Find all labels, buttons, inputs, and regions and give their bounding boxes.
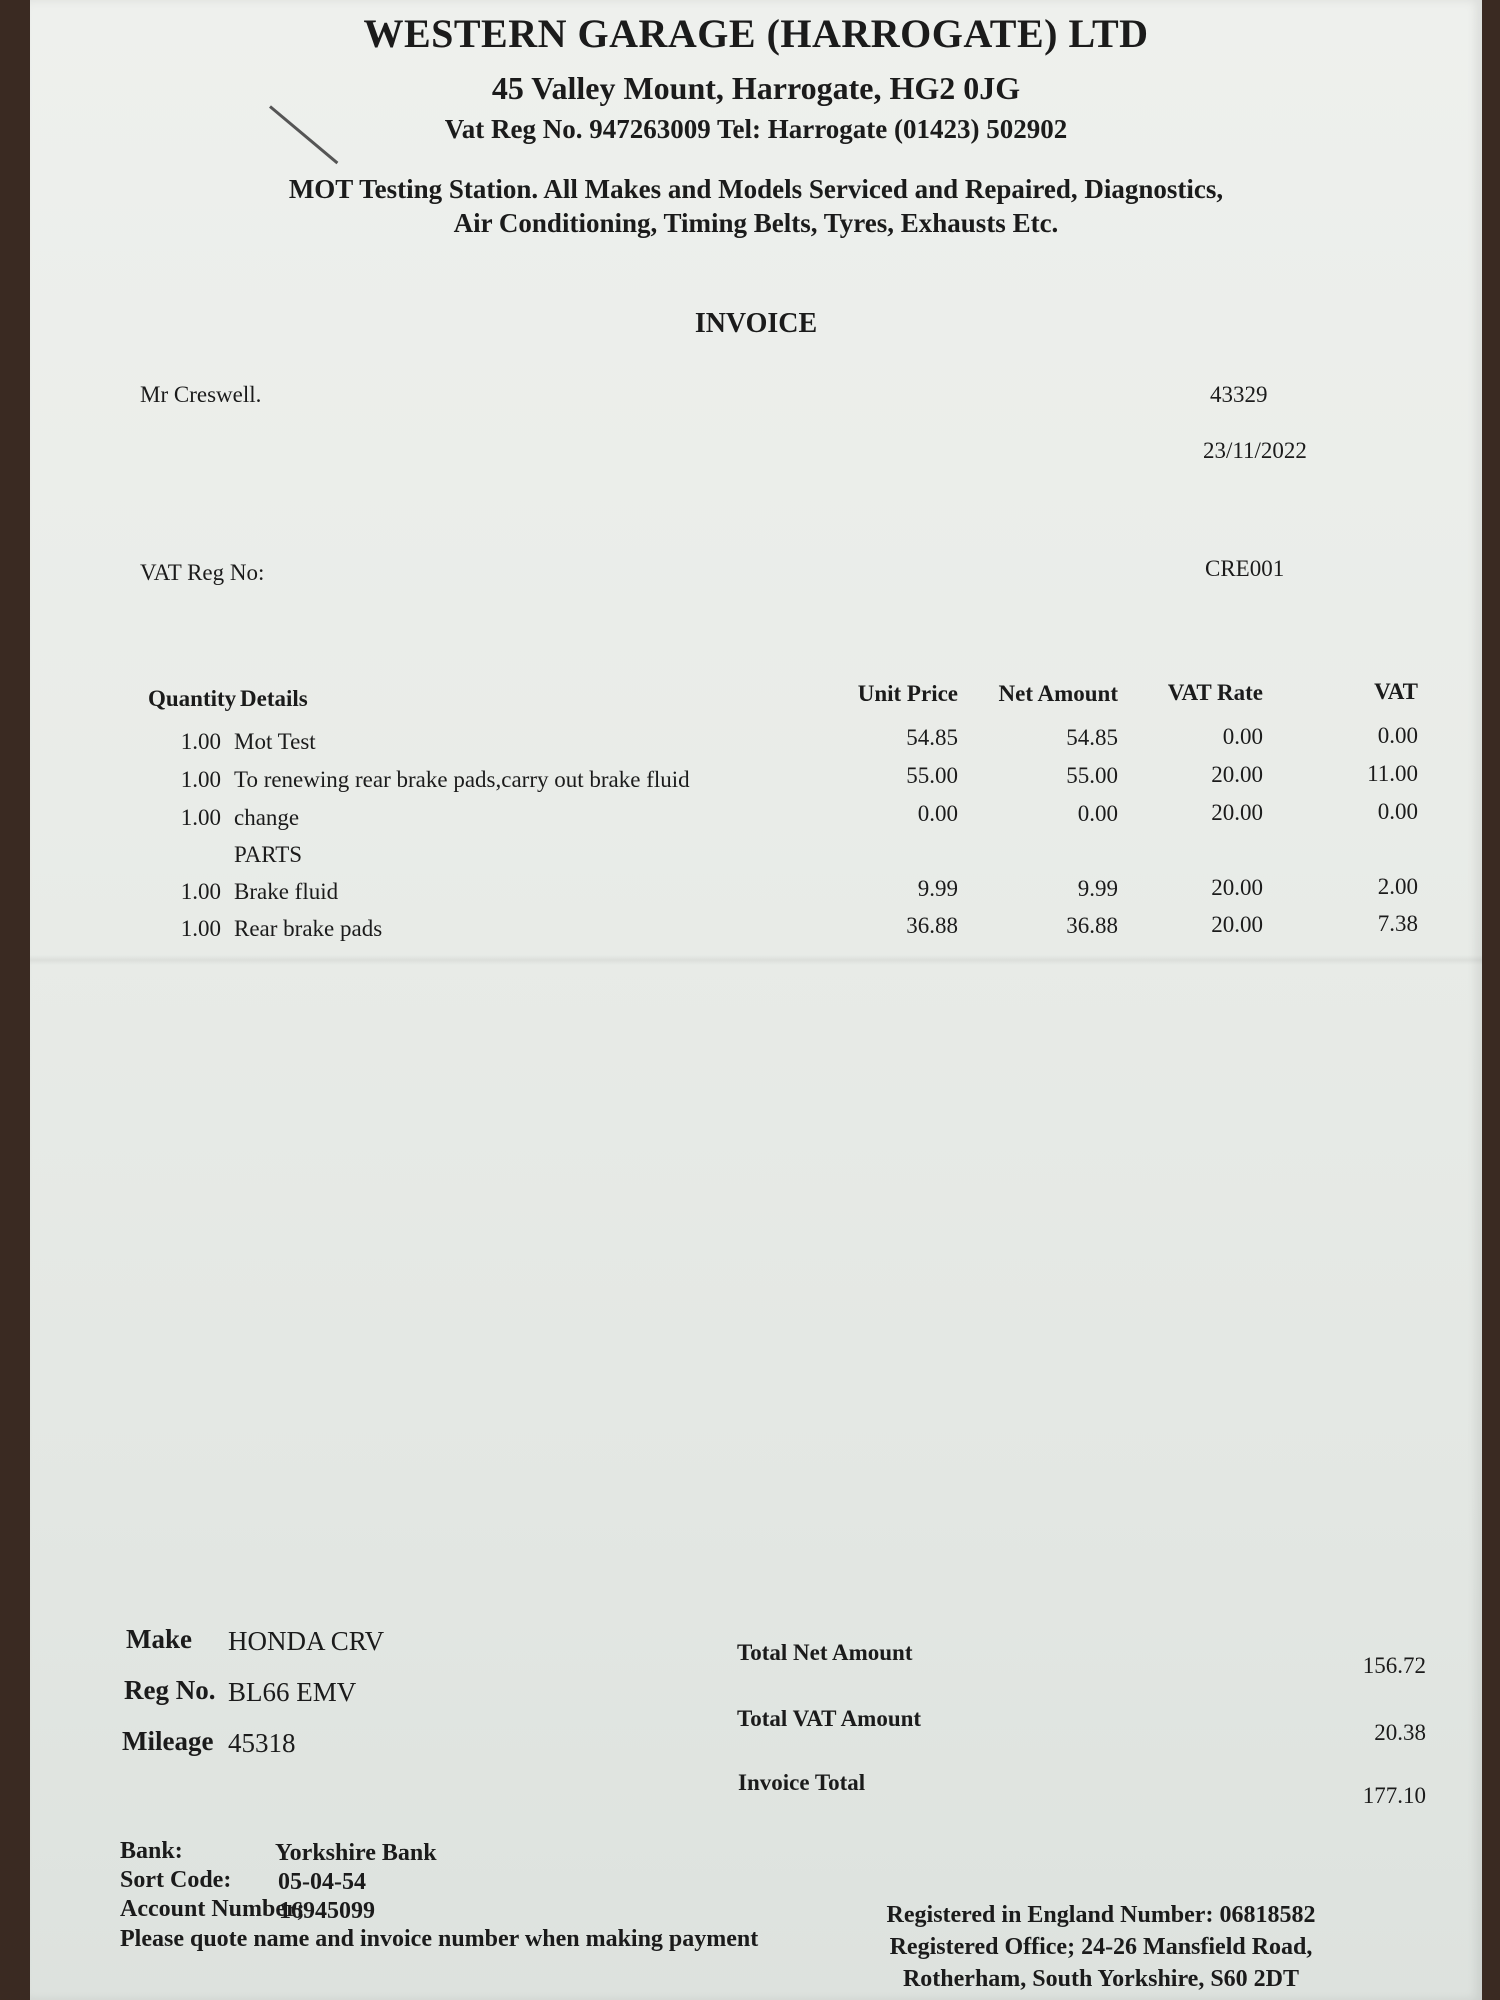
table-row-6-net-amount: 36.88 [1066, 913, 1118, 938]
invoice-date: 23/11/2022 [1203, 438, 1307, 463]
table-row-6-unit-price: 36.88 [906, 913, 958, 938]
table-row-5-unit-price: 9.99 [917, 876, 958, 901]
table-row-2-unit-price: 55.00 [906, 763, 958, 788]
account-reference: CRE001 [1205, 556, 1285, 581]
table-row-5-vat: 2.00 [1377, 874, 1418, 899]
services-line-1: MOT Testing Station. All Makes and Models Serviced and Repaired, Diagnostics, [288, 174, 1224, 204]
table-row-6-vat: 7.38 [1377, 911, 1418, 936]
header-vat-rate: VAT Rate [1167, 680, 1263, 705]
account-number-label: Account Number; [120, 1896, 305, 1922]
make-label: Make [126, 1624, 192, 1654]
header-unit-price: Unit Price [857, 681, 958, 706]
invoice-total-label: Invoice Total [738, 1770, 866, 1795]
sort-code-value: 05-04-54 [278, 1869, 366, 1895]
total-net-label: Total Net Amount [737, 1640, 913, 1665]
paper-fold [30, 955, 1482, 965]
payment-note: Please quote name and invoice number when making payment [120, 1926, 759, 1952]
table-row-1-vat: 0.00 [1377, 723, 1418, 748]
invoice-total-value: 177.10 [1362, 1783, 1426, 1808]
services-line-2: Air Conditioning, Timing Belts, Tyres, Exhausts Etc. [453, 208, 1059, 238]
table-row-2-quantity: 1.00 [180, 767, 221, 792]
table-row-3-vat-rate: 20.00 [1211, 800, 1263, 825]
table-row-2-vat: 11.00 [1367, 761, 1418, 786]
company-vat-tel: Vat Reg No. 947263009 Tel: Harrogate (01423) 502902 [444, 114, 1068, 144]
table-row-3-vat: 0.00 [1377, 799, 1418, 824]
table-row-5-details: Brake fluid [234, 879, 339, 904]
table-row-1-unit-price: 54.85 [906, 725, 958, 750]
header-vat: VAT [1374, 679, 1418, 704]
table-row-1-details: Mot Test [234, 729, 316, 754]
table-row-6-quantity: 1.00 [180, 916, 221, 941]
header-details: Details [240, 686, 308, 711]
table-row-2-net-amount: 55.00 [1066, 763, 1118, 788]
account-number-value: 16945099 [279, 1898, 375, 1924]
table-row-6-vat-rate: 20.00 [1211, 912, 1263, 937]
table-row-5-net-amount: 9.99 [1077, 876, 1118, 901]
make-value: HONDA CRV [228, 1626, 385, 1656]
table-row-2-details: To renewing rear brake pads,carry out brake fluid [234, 767, 690, 792]
table-row-1-vat-rate: 0.00 [1222, 724, 1263, 749]
table-row-3-details: change [234, 805, 300, 830]
table-row-3-net-amount: 0.00 [1077, 801, 1118, 826]
invoice-title: INVOICE [694, 308, 818, 339]
table-row-3-unit-price: 0.00 [917, 801, 958, 826]
table-row-1-quantity: 1.00 [180, 729, 221, 754]
table-row-1-net-amount: 54.85 [1066, 725, 1118, 750]
company-address: 45 Valley Mount, Harrogate, HG2 0JG [491, 70, 1021, 106]
bank-value: Yorkshire Bank [275, 1840, 437, 1866]
total-net-value: 156.72 [1362, 1653, 1426, 1678]
customer-name: Mr Creswell. [140, 382, 262, 407]
table-row-5-quantity: 1.00 [180, 879, 221, 904]
total-vat-value: 20.38 [1374, 1720, 1426, 1745]
registered-office-town: Rotherham, South Yorkshire, S60 2DT [902, 1966, 1300, 1992]
vat-reg-label: VAT Reg No: [140, 560, 265, 585]
mileage-value: 45318 [228, 1728, 296, 1758]
header-net-amount: Net Amount [998, 681, 1118, 706]
bank-label: Bank: [120, 1838, 183, 1864]
registered-office: Registered Office; 24-26 Mansfield Road, [889, 1934, 1313, 1960]
total-vat-label: Total VAT Amount [737, 1706, 922, 1731]
table-row-5-vat-rate: 20.00 [1211, 875, 1263, 900]
header-quantity: Quantity [148, 686, 237, 711]
reg-value: BL66 EMV [228, 1677, 357, 1707]
company-name: WESTERN GARAGE (HARROGATE) LTD [363, 11, 1149, 56]
table-row-4-details: PARTS [234, 842, 303, 867]
mileage-label: Mileage [122, 1726, 214, 1756]
invoice-number: 43329 [1210, 382, 1268, 407]
reg-label: Reg No. [124, 1675, 216, 1705]
invoice-paper [30, 0, 1482, 2000]
registered-number: Registered in England Number: 06818582 [886, 1902, 1316, 1928]
table-row-6-details: Rear brake pads [234, 916, 383, 941]
table-row-3-quantity: 1.00 [180, 805, 221, 830]
table-row-2-vat-rate: 20.00 [1211, 762, 1263, 787]
sort-code-label: Sort Code: [120, 1867, 232, 1893]
services-description [30, 172, 1482, 240]
